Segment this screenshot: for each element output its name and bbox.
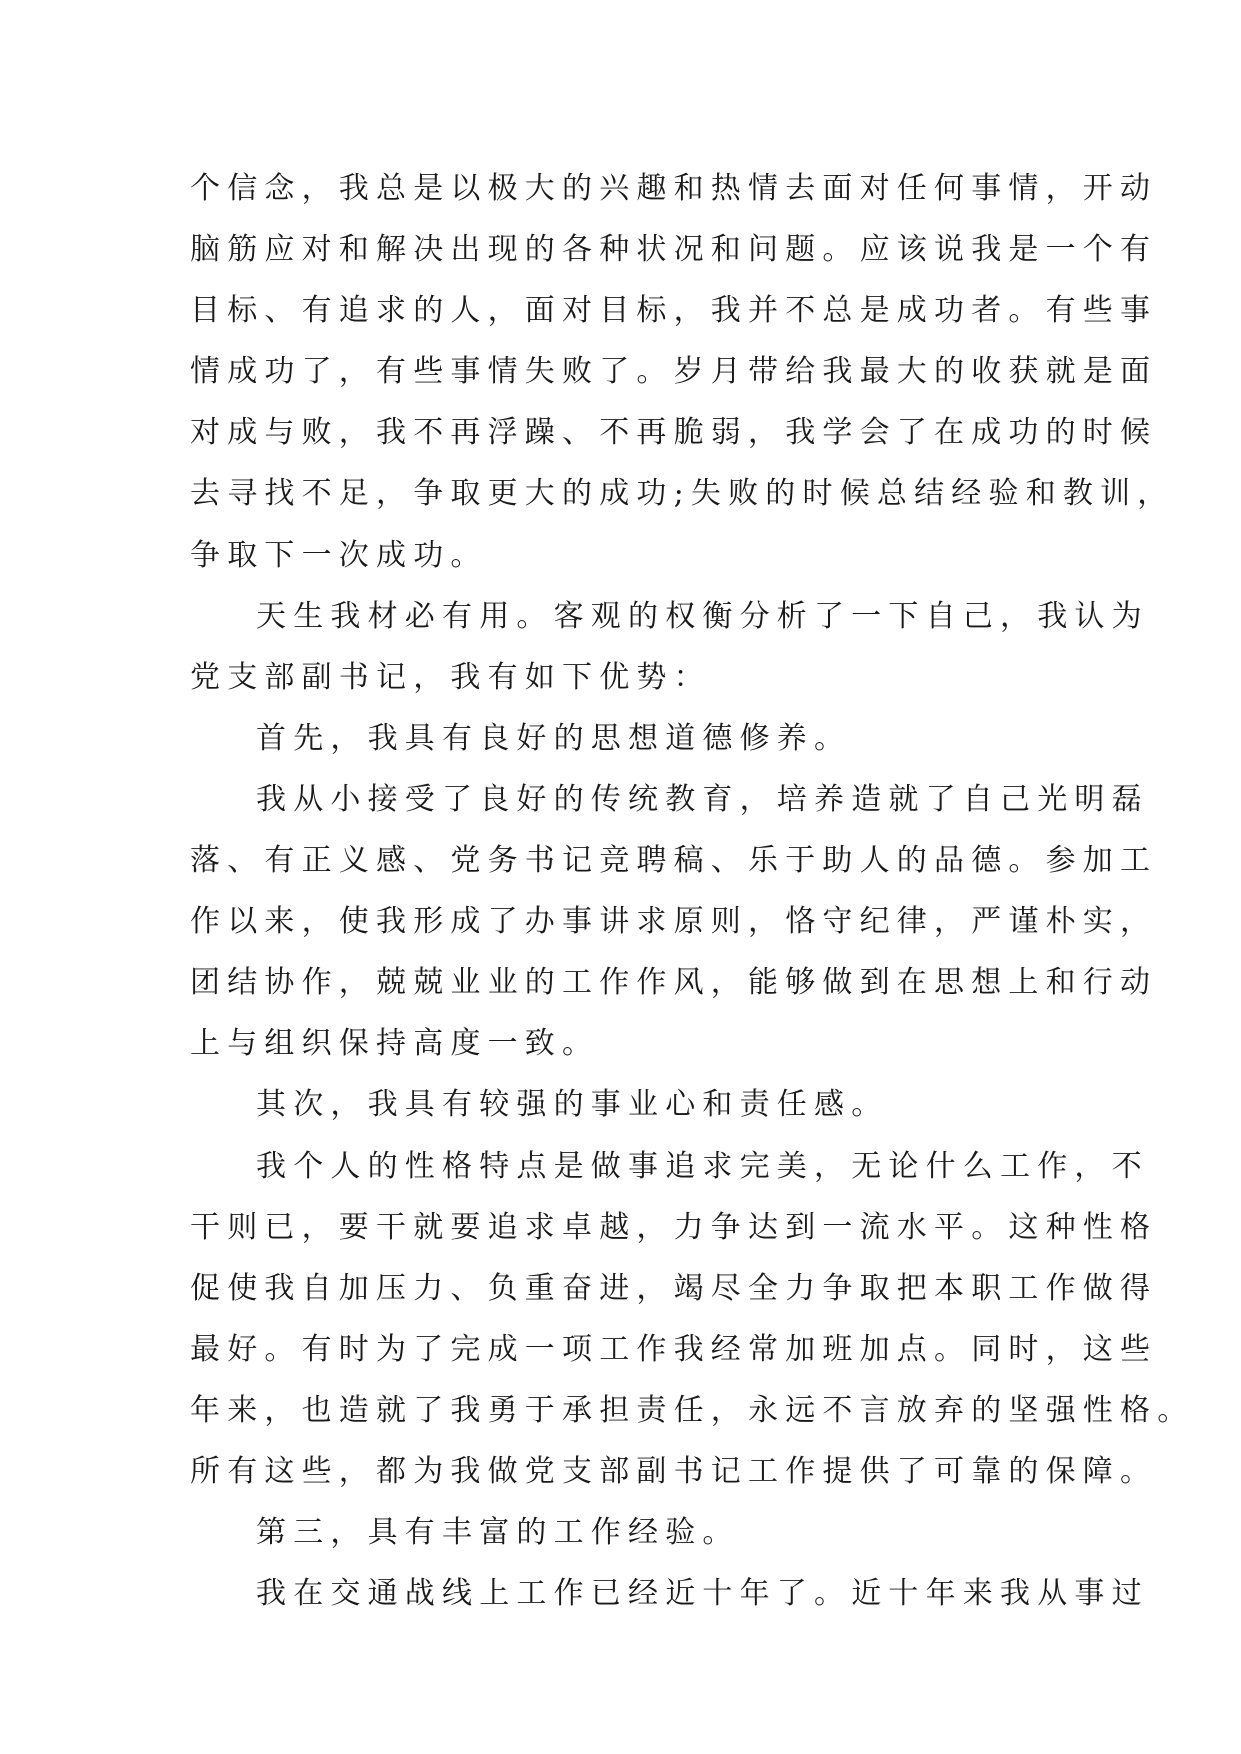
- paragraph-first-line: 我从小接受了良好的传统教育，培养造就了自己光明磊: [256, 781, 1149, 817]
- section-heading-line: 第三，具有丰富的工作经验。: [256, 1515, 740, 1551]
- text-line: 脑筋应对和解决出现的各种状况和问题。应该说我是一个有: [190, 232, 1158, 268]
- text-line: 上与组织保持高度一致。: [190, 1026, 600, 1062]
- text-line: 落、有正义感、党务书记竞聘稿、乐于助人的品德。参加工: [190, 843, 1158, 879]
- text-line: 作以来，使我形成了办事讲求原则，恪守纪律，严谨朴实，: [190, 904, 1158, 940]
- paragraph-first-line: 我个人的性格特点是做事追求完美，无论什么工作，不: [256, 1148, 1149, 1184]
- text-line: 团结协作，兢兢业业的工作作风，能够做到在思想上和行动: [190, 965, 1158, 1001]
- text-line: 争取下一次成功。: [190, 537, 488, 573]
- paragraph-first-line: 天生我材必有用。客观的权衡分析了一下自己，我认为: [256, 598, 1149, 634]
- text-line: 个信念，我总是以极大的兴趣和热情去面对任何事情，开动: [190, 171, 1158, 206]
- text-line: 促使我自加压力、负重奋进，竭尽全力争取把本职工作做得: [190, 1270, 1158, 1306]
- text-line: 所有这些，都为我做党支部副书记工作提供了可靠的保障。: [190, 1453, 1158, 1489]
- text-line: 最好。有时为了完成一项工作我经常加班加点。同时，这些: [190, 1331, 1158, 1367]
- text-line: 干则已，要干就要追求卓越，力争达到一流水平。这种性格: [190, 1209, 1158, 1245]
- text-line: 情成功了，有些事情失败了。岁月带给我最大的收获就是面: [190, 354, 1158, 390]
- section-heading-line: 其次，我具有较强的事业心和责任感。: [256, 1087, 889, 1123]
- document-body: [190, 158, 1195, 1624]
- text-line: 目标、有追求的人，面对目标，我并不总是成功者。有些事: [190, 293, 1158, 329]
- text-line: 对成与败，我不再浮躁、不再脆弱，我学会了在成功的时候: [190, 415, 1158, 451]
- paragraph-first-line: 我在交通战线上工作已经近十年了。近十年来我从事过: [256, 1576, 1149, 1612]
- text-line: 去寻找不足，争取更大的成功;失败的时候总结经验和教训，: [190, 476, 1175, 512]
- section-heading-line: 首先，我具有良好的思想道德修养。: [256, 720, 852, 756]
- text-line: 党支部副书记，我有如下优势：: [190, 659, 711, 695]
- text-line: 年来，也造就了我勇于承担责任，永远不言放弃的坚强性格。: [190, 1392, 1195, 1428]
